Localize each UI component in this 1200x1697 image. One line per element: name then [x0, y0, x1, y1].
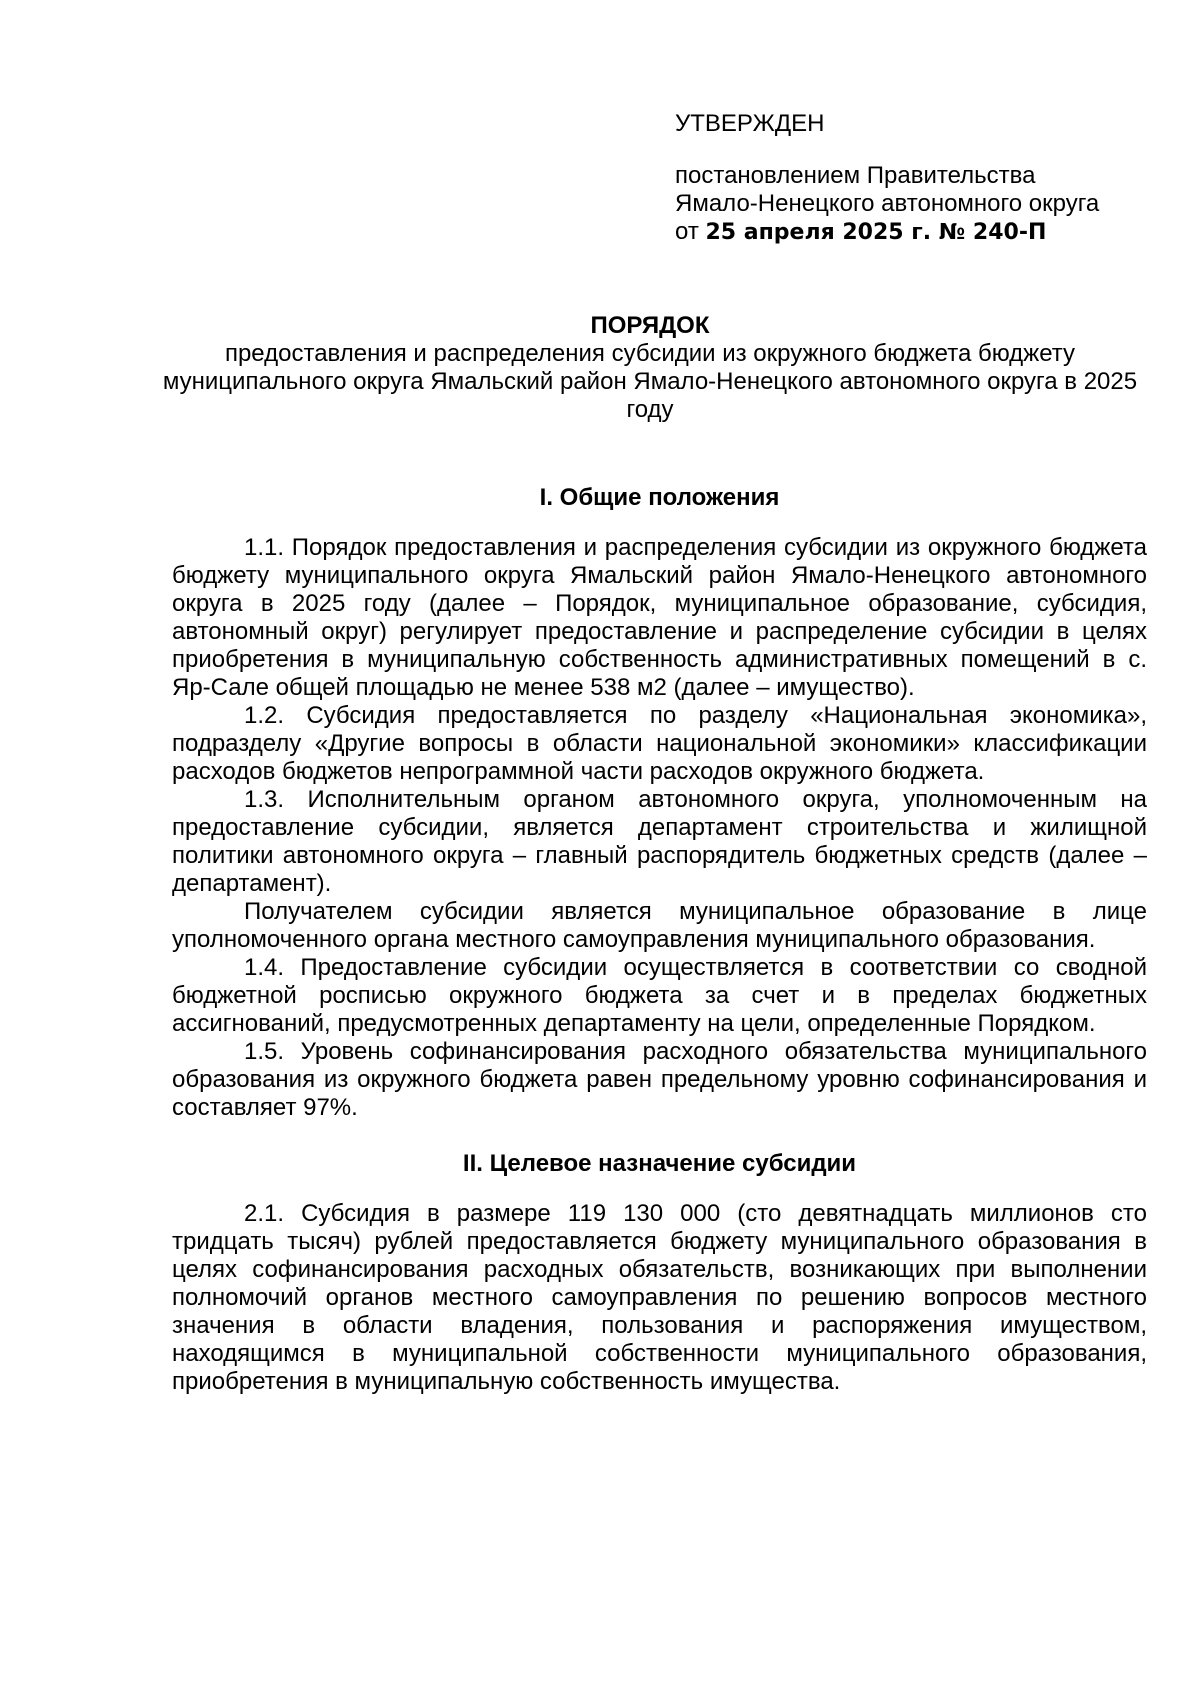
- approval-date-prefix: от: [675, 218, 699, 245]
- document-title-main: ПОРЯДОК: [590, 312, 710, 339]
- paragraph-1-5: 1.5. Уровень софинансирования расходного обязательства муниципального образования из окружного бюджета равен предельному уровню софинансирования и составляет 97%.: [172, 1038, 1147, 1121]
- paragraph-1-4: 1.4. Предоставление субсидии осуществляется в соответствии со сводной бюджетной росписью окружного бюджета за счет и в пределах бюджетных ассигнований, предусмотренных департаменту на цели, определенные Порядком.: [172, 954, 1147, 1037]
- document-title-subtitle: предоставления и распределения субсидии из окружного бюджета бюджету муниципального округа Ямальский район Ямало-Ненецкого автономного округа в 2025 году: [162, 340, 1138, 423]
- approval-line-2: Ямало-Ненецкого автономного округа: [675, 190, 1100, 217]
- document-body: [172, 484, 1147, 1396]
- approval-block: [675, 110, 1175, 247]
- section-heading-purpose: II. Целевое назначение субсидии: [462, 1150, 857, 1177]
- paragraph-2-1: 2.1. Субсидия в размере 119 130 000 (сто девятнадцать миллионов сто тридцать тысяч) рублей предоставляется бюджету муниципального образования в целях софинансирования расходных обязательств, возникающих при выполнении полномочий органов местного самоуправления по решению вопросов местного значения в области владения, пользования и распоряжения имуществом, находящимся в муниципальной собственности муниципального образования, приобретения в муниципальную собственность имущества.: [172, 1200, 1147, 1395]
- approval-line-1: постановлением Правительства: [675, 162, 1036, 189]
- paragraph-1-2: 1.2. Субсидия предоставляется по разделу «Национальная экономика», подразделу «Другие вопросы в области национальной экономики» классификации расходов бюджетов непрограммной части расходов окружного бюджета.: [172, 702, 1147, 785]
- approval-date-line: [675, 218, 1175, 247]
- paragraph-1-3: 1.3. Исполнительным органом автономного округа, уполномоченным на предоставление субсидии, является департамент строительства и жилищной политики автономного округа – главный распорядитель бюджетных средств (далее – департамент).: [172, 786, 1147, 897]
- paragraph-recipient: Получателем субсидии является муниципальное образование в лице уполномоченного органа местного самоуправления муниципального образования.: [172, 898, 1147, 953]
- section-heading-general: I. Общие положения: [539, 484, 780, 511]
- document-title: [150, 312, 1150, 424]
- approved-stamp-text: УТВЕРЖДЕН: [675, 110, 825, 137]
- paragraph-1-1: 1.1. Порядок предоставления и распределения субсидии из окружного бюджета бюджету муниципального округа Ямальский район Ямало-Ненецкого автономного округа в 2025 году (далее – Порядок, муниципальное образование, субсидия, автономный округ) регулирует предоставление и распределение субсидии в целях приобретения в муниципальную собственность административных помещений в с. Яр-Сале общей площадью не менее 538 м2 (далее – имущество).: [172, 534, 1147, 701]
- approval-date-number: 25 апреля 2025 г. № 240-П: [705, 220, 1047, 245]
